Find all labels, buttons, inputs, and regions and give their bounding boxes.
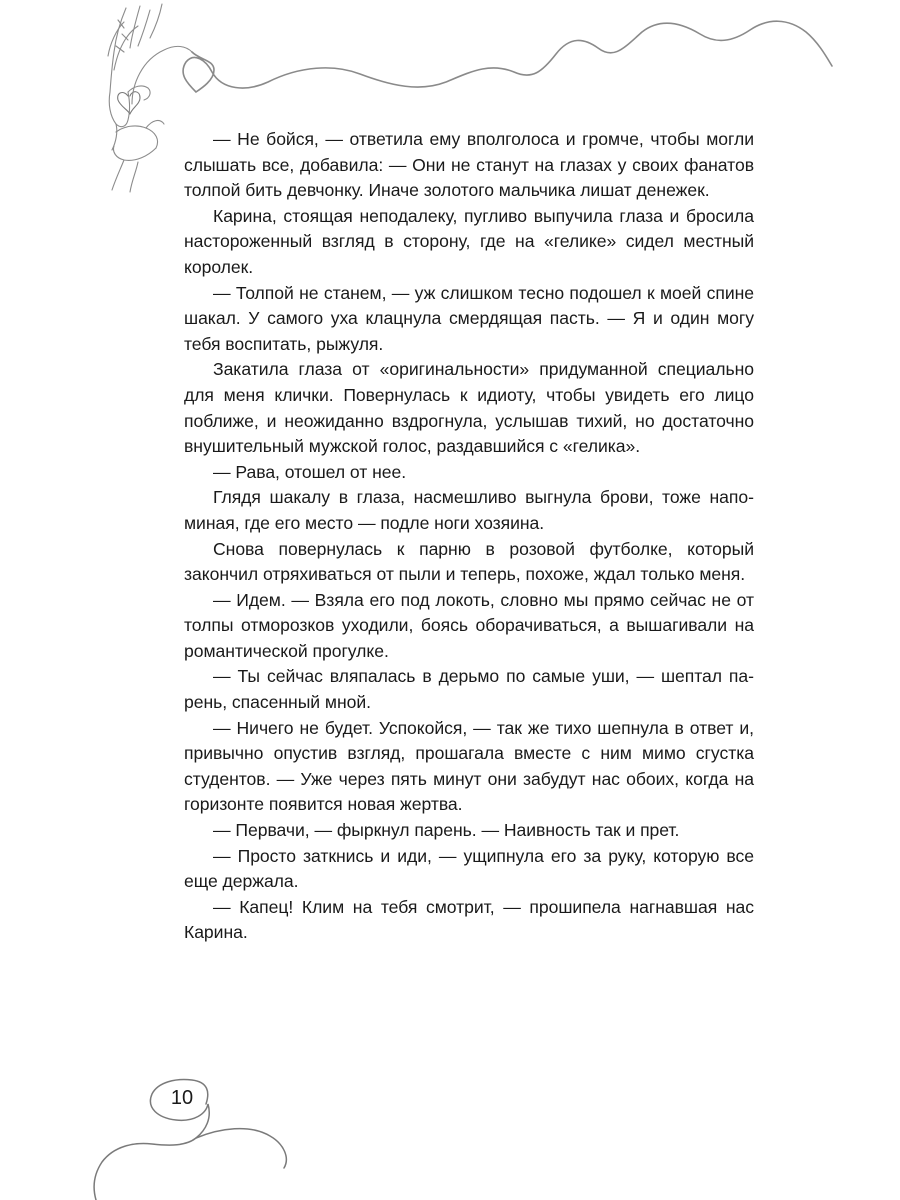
paragraph: — Просто заткнись и иди, — ущипнула его за руку, которую все еще держала. xyxy=(184,845,754,892)
body-text xyxy=(184,127,754,946)
paragraph: — Толпой не станем, — уж слишком тесно подошел к моей спине шакал. У самого уха клацнула смердящая пасть. — Я и один могу тебя воспитать, рыжуля. xyxy=(184,282,754,354)
paragraph: — Идем. — Взяла его под локоть, словно мы прямо сейчас не от толпы отморозков уходили, боясь оборачиваться, а вышагивали на романтической прогулке. xyxy=(184,589,754,661)
paragraph: — Ты сейчас вляпалась в дерьмо по самые уши, — шептал парень, спасенный мной. xyxy=(184,666,754,713)
paragraph: — Не бойся, — ответила ему вполголоса и громче, чтобы могли слышать все, добавила: — Они не станут на глазах у своих фанатов толпой бить девчонку. Иначе золотого мальчика лишат денежек. xyxy=(184,129,754,201)
page-number: 10 xyxy=(170,1087,194,1109)
paragraph: Карина, стоящая неподалеку, пугливо выпучила глаза и бросила настороженный взгляд в сторону, где на «гелике» сидел местный королек. xyxy=(184,205,754,277)
paragraph: Глядя шакалу в глаза, насмешливо выгнула брови, тоже напоминая, где его место — подле ноги хозяина. xyxy=(184,487,754,533)
paragraph: Закатила глаза от «оригинальности» придуманной специально для меня клички. Повернулась к идиоту, чтобы увидеть его лицо поближе, и неожиданно вздрогнула, услышав тихий, но достаточно внушительный мужской голос, раздавшийся с «гелика». xyxy=(184,359,754,457)
header-wave-line xyxy=(183,21,832,92)
paragraph: — Капец! Клим на тебя смотрит, — прошипела нагнавшая нас Карина. xyxy=(184,896,754,943)
holding-hands-illustration xyxy=(108,4,192,192)
paragraph: Снова повернулась к парню в розовой футболке, который закончил отряхиваться от пыли и теперь, похоже, ждал только меня. xyxy=(184,538,754,585)
paragraph: — Первачи, — фыркнул парень. — Наивность так и прет. xyxy=(213,820,680,841)
paragraph: — Ничего не будет. Успокойся, — так же тихо шепнула в ответ и, привычно опустив взгляд, прошагала вместе с ним мимо сгустка студентов. — Уже через пять минут они забудут нас обоих, когда на горизонте появится новая жертва. xyxy=(184,717,754,815)
paragraph: — Рава, отошел от нее. xyxy=(213,461,407,482)
page-number-tail xyxy=(196,1129,286,1168)
